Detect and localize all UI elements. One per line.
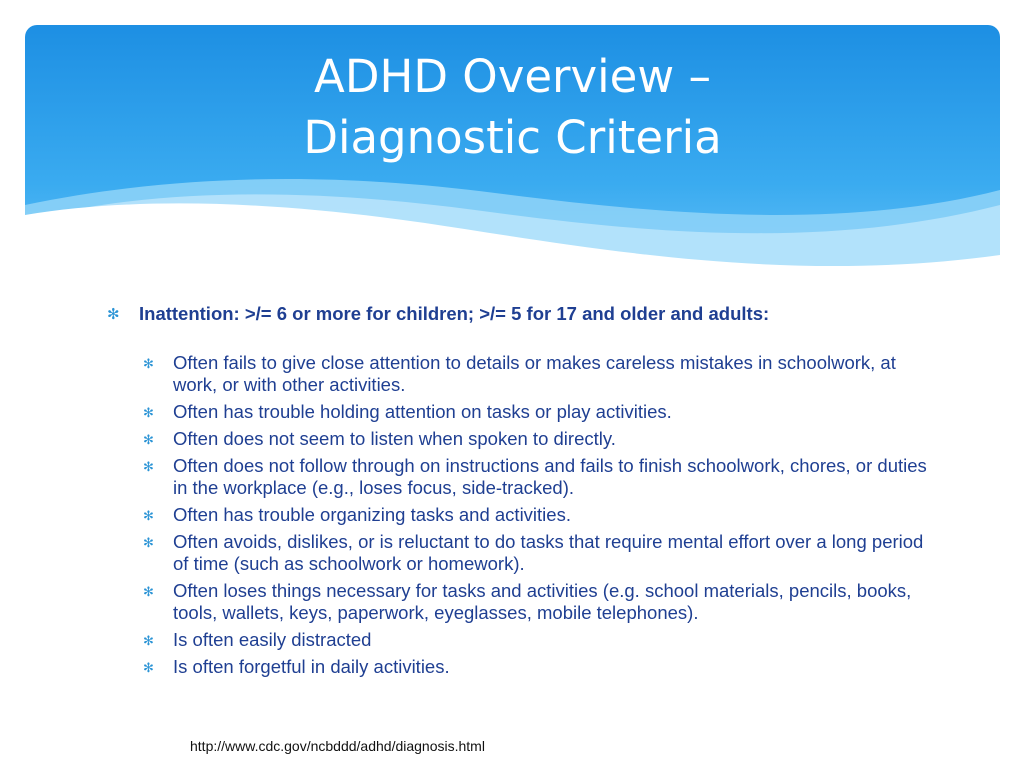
asterisk-bullet-icon: ✻	[143, 357, 154, 372]
list-item-text: Is often easily distracted	[173, 629, 372, 650]
list-item	[139, 656, 937, 678]
slide-title	[25, 46, 1000, 168]
list-item	[139, 580, 937, 624]
asterisk-bullet-icon: ✻	[143, 509, 154, 524]
asterisk-bullet-icon: ✻	[143, 634, 154, 649]
asterisk-bullet-icon: ✻	[107, 305, 120, 323]
list-item	[139, 401, 937, 423]
asterisk-bullet-icon: ✻	[143, 536, 154, 551]
asterisk-bullet-icon: ✻	[143, 406, 154, 421]
asterisk-bullet-icon: ✻	[143, 585, 154, 600]
source-link[interactable]: http://www.cdc.gov/ncbddd/adhd/diagnosis.html	[190, 738, 485, 754]
list-item-text: Often avoids, dislikes, or is reluctant to do tasks that require mental effort over a long period of time (such as schoolwork or homework).	[173, 531, 924, 574]
list-item	[139, 504, 937, 526]
list-item-text: Often does not follow through on instructions and fails to finish schoolwork, chores, or duties in the workplace (e.g., loses focus, side-tracked).	[173, 455, 927, 498]
list-item-text: Often has trouble holding attention on tasks or play activities.	[173, 401, 672, 422]
slide-title-line1: ADHD Overview –	[314, 50, 711, 103]
list-item-text: Is often forgetful in daily activities.	[173, 656, 450, 677]
main-bullet	[107, 302, 937, 326]
criteria-list	[139, 352, 937, 678]
list-item	[139, 531, 937, 575]
asterisk-bullet-icon: ✻	[143, 661, 154, 676]
list-item-text: Often fails to give close attention to details or makes careless mistakes in schoolwork, at work, or with other activities.	[173, 352, 896, 395]
slide-title-line2: Diagnostic Criteria	[303, 111, 722, 164]
list-item	[139, 428, 937, 450]
list-item-text: Often loses things necessary for tasks and activities (e.g. school materials, pencils, books, tools, wallets, keys, paperwork, eyeglasses, mobile telephones).	[173, 580, 912, 623]
asterisk-bullet-icon: ✻	[143, 433, 154, 448]
list-item-text: Often has trouble organizing tasks and activities.	[173, 504, 571, 525]
list-item	[139, 455, 937, 499]
list-item	[139, 629, 937, 651]
slide-body	[107, 302, 937, 683]
list-item-text: Often does not seem to listen when spoken to directly.	[173, 428, 616, 449]
main-bullet-text: Inattention: >/= 6 or more for children; >/= 5 for 17 and older and adults:	[139, 303, 770, 324]
list-item	[139, 352, 937, 396]
asterisk-bullet-icon: ✻	[143, 460, 154, 475]
